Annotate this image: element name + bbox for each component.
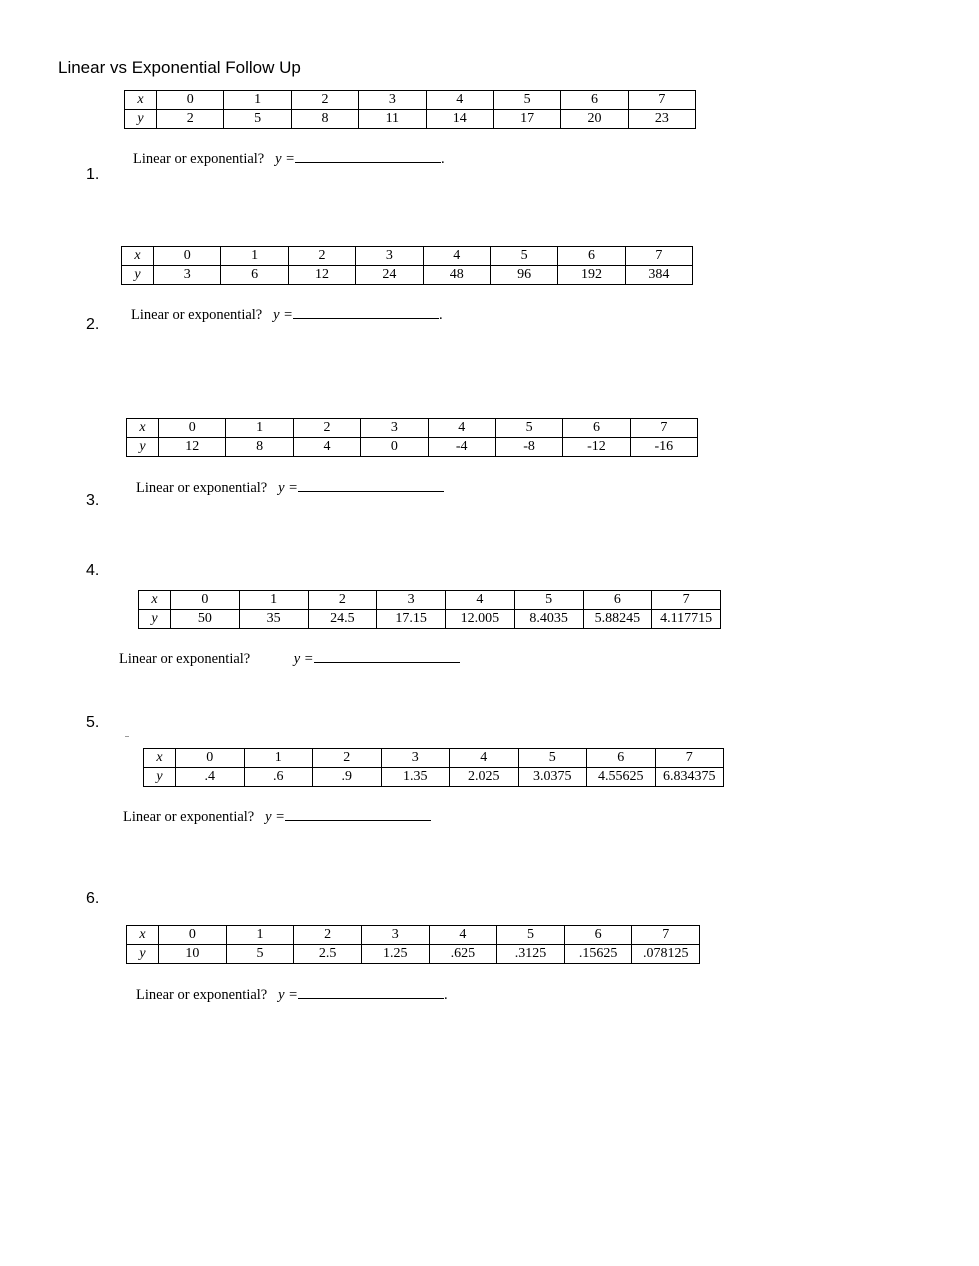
prompt-question: Linear or exponential? [131, 307, 263, 323]
table-row-x [127, 926, 700, 945]
table-row-y [144, 768, 724, 787]
prompt-equation-label: y = [275, 151, 295, 167]
x-value-cell: 3 [377, 591, 446, 610]
prompt-3 [136, 479, 444, 497]
table-row-x [139, 591, 721, 610]
prompt-question: Linear or exponential? [119, 651, 251, 667]
x-value-cell: 3 [361, 419, 428, 438]
prompt-equation-label: y = [278, 987, 298, 1003]
x-value-cell: 1 [244, 749, 313, 768]
y-value-cell: 8 [226, 438, 293, 457]
y-value-cell: 6 [221, 266, 288, 285]
y-value-cell: 5 [226, 945, 294, 964]
xy-table-5 [143, 748, 724, 787]
problem-number-2: 2. [86, 316, 100, 333]
x-value-cell: 2 [293, 419, 360, 438]
y-value-cell: .6 [244, 768, 313, 787]
x-value-cell: 1 [221, 247, 288, 266]
table-row-x [125, 91, 696, 110]
y-value-cell: 12 [159, 438, 226, 457]
prompt-end-punctuation: . [438, 307, 443, 323]
x-value-cell: 1 [226, 926, 294, 945]
y-value-cell: 1.25 [361, 945, 429, 964]
x-value-cell: 5 [490, 247, 557, 266]
y-value-cell: .4 [176, 768, 245, 787]
x-label: x [122, 247, 154, 266]
y-value-cell: -4 [428, 438, 495, 457]
x-value-cell: 5 [495, 419, 562, 438]
x-value-cell: 3 [381, 749, 450, 768]
y-label: y [127, 438, 159, 457]
table-row-x [122, 247, 693, 266]
y-value-cell: .15625 [564, 945, 632, 964]
x-value-cell: 6 [583, 591, 652, 610]
x-value-cell: 5 [493, 91, 560, 110]
x-value-cell: 3 [356, 247, 423, 266]
y-value-cell: -12 [563, 438, 630, 457]
answer-blank[interactable] [298, 986, 444, 999]
x-value-cell: 1 [226, 419, 293, 438]
y-label: y [122, 266, 154, 285]
x-value-cell: 0 [157, 91, 224, 110]
prompt-6 [136, 986, 448, 1004]
x-value-cell: 6 [587, 749, 656, 768]
prompt-end-punctuation: . [440, 151, 445, 167]
x-value-cell: 5 [518, 749, 587, 768]
x-value-cell: 7 [652, 591, 721, 610]
xy-table-1 [124, 90, 696, 129]
y-value-cell: -8 [495, 438, 562, 457]
x-value-cell: 7 [632, 926, 700, 945]
y-value-cell: .078125 [632, 945, 700, 964]
x-value-cell: 2 [313, 749, 382, 768]
answer-blank[interactable] [295, 150, 441, 163]
x-value-cell: 0 [171, 591, 240, 610]
x-value-cell: 4 [450, 749, 519, 768]
y-value-cell: .625 [429, 945, 497, 964]
y-value-cell: 8 [291, 110, 358, 129]
x-label: x [144, 749, 176, 768]
x-value-cell: 0 [176, 749, 245, 768]
prompt-equation-label: y = [278, 480, 298, 496]
y-value-cell: 3 [154, 266, 221, 285]
y-value-cell: 12.005 [446, 610, 515, 629]
y-value-cell: 23 [628, 110, 695, 129]
x-value-cell: 1 [239, 591, 308, 610]
y-value-cell: .3125 [497, 945, 565, 964]
answer-blank[interactable] [298, 479, 444, 492]
y-value-cell: -16 [630, 438, 697, 457]
answer-blank[interactable] [314, 650, 460, 663]
x-value-cell: 0 [159, 926, 227, 945]
y-value-cell: 12 [288, 266, 355, 285]
prompt-equation-label: y = [293, 651, 314, 667]
y-value-cell: .9 [313, 768, 382, 787]
x-value-cell: 5 [514, 591, 583, 610]
y-value-cell: 35 [239, 610, 308, 629]
x-value-cell: 7 [630, 419, 697, 438]
table-row-y [122, 266, 693, 285]
y-value-cell: 5.88245 [583, 610, 652, 629]
prompt-question: Linear or exponential? [136, 480, 268, 496]
x-value-cell: 4 [446, 591, 515, 610]
y-label: y [144, 768, 176, 787]
prompt-4 [119, 650, 460, 668]
x-value-cell: 4 [428, 419, 495, 438]
y-value-cell: 384 [625, 266, 692, 285]
y-value-cell: 4.55625 [587, 768, 656, 787]
x-label: x [125, 91, 157, 110]
prompt-question: Linear or exponential? [136, 987, 268, 1003]
y-value-cell: 4 [293, 438, 360, 457]
y-value-cell: 2 [157, 110, 224, 129]
x-value-cell: 3 [361, 926, 429, 945]
table-row-y [127, 438, 698, 457]
page-title: Linear vs Exponential Follow Up [58, 58, 301, 77]
y-value-cell: 96 [490, 266, 557, 285]
x-label: x [127, 419, 159, 438]
y-value-cell: 0 [361, 438, 428, 457]
x-value-cell: 7 [625, 247, 692, 266]
prompt-end-punctuation: . [443, 987, 448, 1003]
y-value-cell: 8.4035 [514, 610, 583, 629]
prompt-question: Linear or exponential? [123, 809, 255, 825]
stray-mark [125, 736, 129, 737]
problem-number-5: 5. [86, 714, 100, 731]
prompt-1 [133, 150, 445, 168]
x-value-cell: 2 [288, 247, 355, 266]
y-label: y [127, 945, 159, 964]
x-value-cell: 2 [294, 926, 362, 945]
x-value-cell: 2 [308, 591, 377, 610]
y-value-cell: 10 [159, 945, 227, 964]
xy-table-6 [126, 925, 700, 964]
y-value-cell: 192 [558, 266, 625, 285]
y-value-cell: 24 [356, 266, 423, 285]
x-value-cell: 7 [655, 749, 724, 768]
table-row-y [139, 610, 721, 629]
x-value-cell: 6 [558, 247, 625, 266]
xy-table-3 [126, 418, 698, 457]
x-value-cell: 4 [429, 926, 497, 945]
y-value-cell: 1.35 [381, 768, 450, 787]
table-row-x [127, 419, 698, 438]
x-value-cell: 0 [154, 247, 221, 266]
table-row-y [127, 945, 700, 964]
y-value-cell: 48 [423, 266, 490, 285]
table-row-x [144, 749, 724, 768]
x-value-cell: 1 [224, 91, 291, 110]
x-value-cell: 6 [563, 419, 630, 438]
x-value-cell: 5 [497, 926, 565, 945]
x-value-cell: 7 [628, 91, 695, 110]
y-value-cell: 24.5 [308, 610, 377, 629]
x-value-cell: 0 [159, 419, 226, 438]
answer-blank[interactable] [293, 306, 439, 319]
y-label: y [139, 610, 171, 629]
xy-table-4 [138, 590, 721, 629]
x-value-cell: 3 [359, 91, 426, 110]
x-value-cell: 4 [426, 91, 493, 110]
y-value-cell: 6.834375 [655, 768, 724, 787]
y-value-cell: 17 [493, 110, 560, 129]
prompt-5 [123, 808, 431, 826]
y-value-cell: 2.5 [294, 945, 362, 964]
y-value-cell: 5 [224, 110, 291, 129]
answer-blank[interactable] [285, 808, 431, 821]
y-value-cell: 11 [359, 110, 426, 129]
x-value-cell: 6 [564, 926, 632, 945]
xy-table-2 [121, 246, 693, 285]
x-label: x [127, 926, 159, 945]
prompt-equation-label: y = [265, 809, 285, 825]
table-row-y [125, 110, 696, 129]
y-value-cell: 20 [561, 110, 628, 129]
y-value-cell: 17.15 [377, 610, 446, 629]
x-value-cell: 6 [561, 91, 628, 110]
problem-number-1: 1. [86, 166, 100, 183]
problem-number-3: 3. [86, 492, 100, 509]
y-value-cell: 50 [171, 610, 240, 629]
prompt-question: Linear or exponential? [133, 151, 265, 167]
x-value-cell: 4 [423, 247, 490, 266]
prompt-equation-label: y = [273, 307, 293, 323]
problem-number-4: 4. [86, 562, 100, 579]
problem-number-6: 6. [86, 890, 100, 907]
x-value-cell: 2 [291, 91, 358, 110]
y-label: y [125, 110, 157, 129]
x-label: x [139, 591, 171, 610]
y-value-cell: 14 [426, 110, 493, 129]
y-value-cell: 3.0375 [518, 768, 587, 787]
y-value-cell: 2.025 [450, 768, 519, 787]
y-value-cell: 4.117715 [652, 610, 721, 629]
prompt-2 [131, 306, 443, 324]
